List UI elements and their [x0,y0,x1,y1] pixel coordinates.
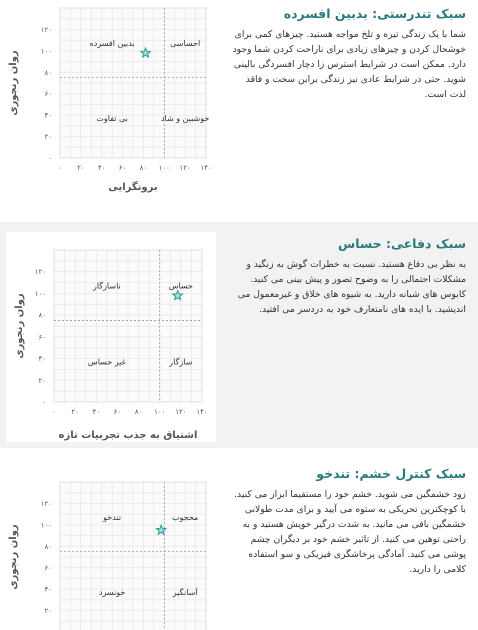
quadrant-label-bottom-left: بی تفاوت [96,113,128,123]
y-tick-label: ۱۰۰ [40,521,52,530]
section-title: سبک کنترل خشم: تندخو [316,466,466,481]
y-tick-label: ۸۰ [44,68,52,77]
section-anger [0,460,478,630]
x-tick-label: ۲۰ [71,408,79,416]
x-tick-label: ۸۰ [139,164,148,172]
x-tick-label: ۱۴۰ [196,408,208,416]
quadrant-label-top-right: احساسی [170,38,201,48]
x-tick-label: ۱۰۰ [154,408,166,416]
x-tick-label: ۱۲۰ [179,164,191,172]
x-axis-label: اشتیاق به جذب تجربیات تازه [58,430,198,441]
x-tick-label: ۶۰ [113,408,122,416]
x-tick-label: ۰ [52,408,56,416]
y-axis-label: روان رنجوری [8,50,19,116]
x-tick-label: ۶۰ [118,164,127,172]
quadrant-label-top-right: حساس [168,281,194,291]
y-tick-label: ۱۲۰ [40,25,52,34]
quadrant-label-bottom-right: آسانگیر [172,587,198,597]
x-tick-label: ۴۰ [92,408,101,416]
quadrant-label-bottom-left: خونسرد [98,587,126,597]
quadrant-label-bottom-right: سازگار [169,357,193,367]
y-tick-label: ۸۰ [38,311,46,320]
y-tick-label: ۱۰۰ [34,289,46,298]
section-body: زود خشمگین می شوید. خشم خود را مستقیما ابراز می کنید. با کوچکترین تحریکی به ستوه می آیید و برای مدت طولانی خشمگین باقی می مانید. به شدت درگیر خویش هستید و به راحتی توهین می کنید. از تاثیر خشم خود بر دیگران چشم پوشی می کنید. آمادگی پرخاشگری فیزیکی و سو استفاده کلامی را دارید. [234,489,466,575]
y-tick-label: ۶۰ [44,564,52,573]
section-title: سبک دفاعی: حساس [337,236,466,251]
x-tick-label: ۰ [58,164,62,172]
scatter-chart-wellbeing [0,0,220,212]
y-tick-label: ۸۰ [44,542,52,551]
scatter-chart-defense [6,232,216,442]
quadrant-label-top-left: بدبین افسرده [89,38,135,48]
quadrant-label-top-left: تندخو [103,512,122,522]
y-tick-label: ۲۰ [44,133,52,142]
x-axis-label: برونگرایی [108,182,158,193]
section-title: سبک تندرستی: بدبین افسرده [283,6,466,21]
y-tick-label: ۶۰ [44,90,52,99]
x-tick-label: ۲۰ [77,164,85,172]
description-block [231,236,466,317]
y-tick-label: ۰ [42,398,46,407]
y-tick-label: ۴۰ [44,111,52,120]
y-tick-label: ۱۰۰ [40,47,52,56]
y-tick-label: ۶۰ [38,333,46,342]
x-tick-label: ۱۴۰ [200,164,212,172]
x-tick-label: ۱۲۰ [175,408,187,416]
y-tick-label: ۰ [48,154,52,163]
section-defense [0,222,478,448]
y-tick-label: ۲۰ [44,607,52,616]
y-tick-label: ۴۰ [38,355,46,364]
x-tick-label: ۴۰ [97,164,106,172]
y-tick-label: ۱۲۰ [34,268,46,277]
description-block [230,466,466,577]
section-body: به نظر بی دفاع هستید. نسبت به خطرات گوش به زنگید و مشکلات احتمالی را به وضوح تصور و پیش بینی می کنید. کابوس های شبانه دارید. به شیوه های خلاق و غیرمعمول می اندیشید. با ایده های نامتعارف خود به دردسر می افتید. [237,259,466,315]
y-tick-label: ۴۰ [44,585,52,594]
x-tick-label: ۱۰۰ [158,164,170,172]
section-body: شما با یک زندگی تیره و تلخ مواجه هستید. چیزهای کمی برای خوشحال کردن و چیزهای زیادی برای ناراحت کردن شما وجود دارد. ممکن است در شرایط استرس زا دچار افسردگی بالینی شوید. حتی در شرایط عادی نیز زندگی براین سخت و فاقد لذت است. [232,29,466,100]
quadrant-label-top-right: محجوب [172,512,199,522]
quadrant-label-bottom-left: غیر حساس [87,357,126,367]
y-tick-label: ۱۲۰ [40,499,52,508]
scatter-chart-anger [0,460,220,630]
description-block [228,6,466,102]
section-wellbeing [0,0,478,212]
quadrant-label-top-left: ناسازگار [92,281,121,291]
y-tick-label: ۲۰ [38,376,46,385]
y-axis-label: روان رنجوری [8,524,19,590]
quadrant-label-bottom-right: خوشبین و شاد [160,113,210,123]
x-tick-label: ۸۰ [134,408,143,416]
y-axis-label: روان رنجوری [14,293,25,359]
